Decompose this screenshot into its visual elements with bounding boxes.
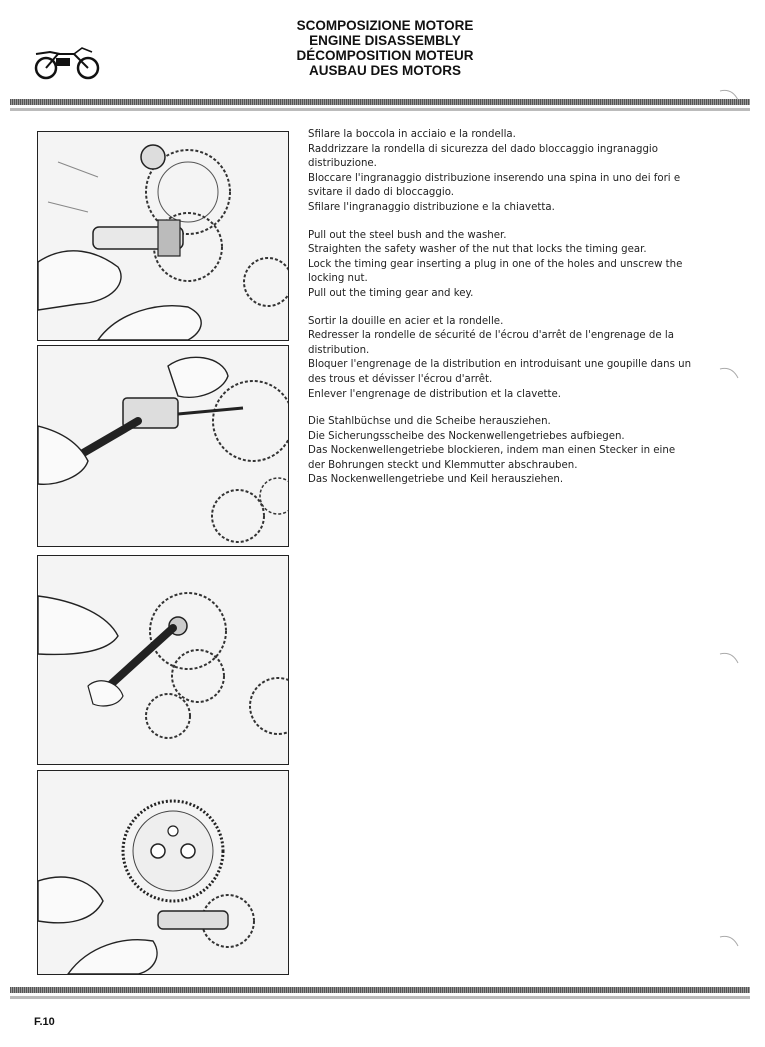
title-german: AUSBAU DES MOTORS (308, 63, 461, 78)
timing-gear-removal-illustration (38, 771, 288, 974)
instruction-line: Sfilare l'ingranaggio distribuzione e la chiavetta. (308, 201, 555, 213)
page-number: F.10 (34, 1016, 55, 1028)
instruction-line: Pull out the steel bush and the washer. (308, 229, 507, 241)
instruction-line: Das Nockenwellengetriebe blockieren, indem man einen Stecker in eine der Bohrungen steckt und Klemmutter abschrauben. (308, 445, 676, 471)
figure-1 (37, 131, 289, 341)
wrench-nut-illustration (38, 556, 288, 764)
instruction-line: Sfilare la boccola in acciaio e la rondella. (308, 129, 516, 140)
header-rule (10, 99, 750, 105)
instruction-line: Die Sicherungsscheibe des Nockenwellengetriebes aufbiegen. (308, 430, 625, 442)
instructions-german (308, 415, 693, 488)
binder-hole-mark-icon (718, 366, 740, 380)
instructions-english (308, 229, 693, 302)
instruction-line: Lock the timing gear inserting a plug in one of the holes and unscrew the locking nut. (308, 258, 683, 285)
page-title (250, 18, 520, 78)
footer-rule-thin (10, 996, 750, 999)
figure-3 (37, 555, 289, 765)
title-english: ENGINE DISASSEMBLY (309, 33, 461, 48)
wrench-timing-gear-illustration (38, 346, 288, 546)
instruction-line: Pull out the timing gear and key. (308, 287, 474, 299)
instruction-line: Enlever l'engrenage de distribution et la clavette. (308, 388, 561, 400)
binder-hole-mark-icon (718, 88, 740, 102)
instruction-line: Straighten the safety washer of the nut that locks the timing gear. (308, 244, 647, 256)
title-french: DÉCOMPOSITION MOTEUR (296, 48, 474, 63)
motorcycle-icon (30, 42, 102, 82)
instruction-line: Die Stahlbüchse und die Scheibe herausziehen. (308, 416, 551, 428)
instructions-french (308, 315, 693, 403)
title-italian: SCOMPOSIZIONE MOTORE (296, 18, 474, 33)
binder-hole-mark-icon (718, 934, 740, 948)
header-rule-thin (10, 108, 750, 111)
binder-hole-mark-icon (718, 651, 740, 665)
instruction-line: Bloquer l'engrenage de la distribution en introduisant une goupille dans un des trous et dévisser l'écrou d'arrêt. (308, 359, 692, 385)
footer-rule (10, 987, 750, 993)
instruction-line: Das Nockenwellengetriebe und Keil herausziehen. (308, 474, 564, 486)
instruction-line: Sortir la douille en acier et la rondelle. (308, 315, 504, 327)
instructions-column (308, 128, 693, 501)
engine-gear-bush-illustration (38, 132, 288, 340)
figure-2 (37, 345, 289, 547)
instructions-italian (308, 128, 693, 216)
instruction-line: Redresser la rondelle de sécurité de l'écrou d'arrêt de l'engrenage de la distribution. (308, 330, 674, 356)
instruction-line: Bloccare l'ingranaggio distribuzione inserendo una spina in uno dei fori e svitare il dado di bloccaggio. (308, 172, 681, 199)
instruction-line: Raddrizzare la rondella di sicurezza del dado bloccaggio ingranaggio distribuzione. (308, 143, 658, 170)
figure-4 (37, 770, 289, 975)
